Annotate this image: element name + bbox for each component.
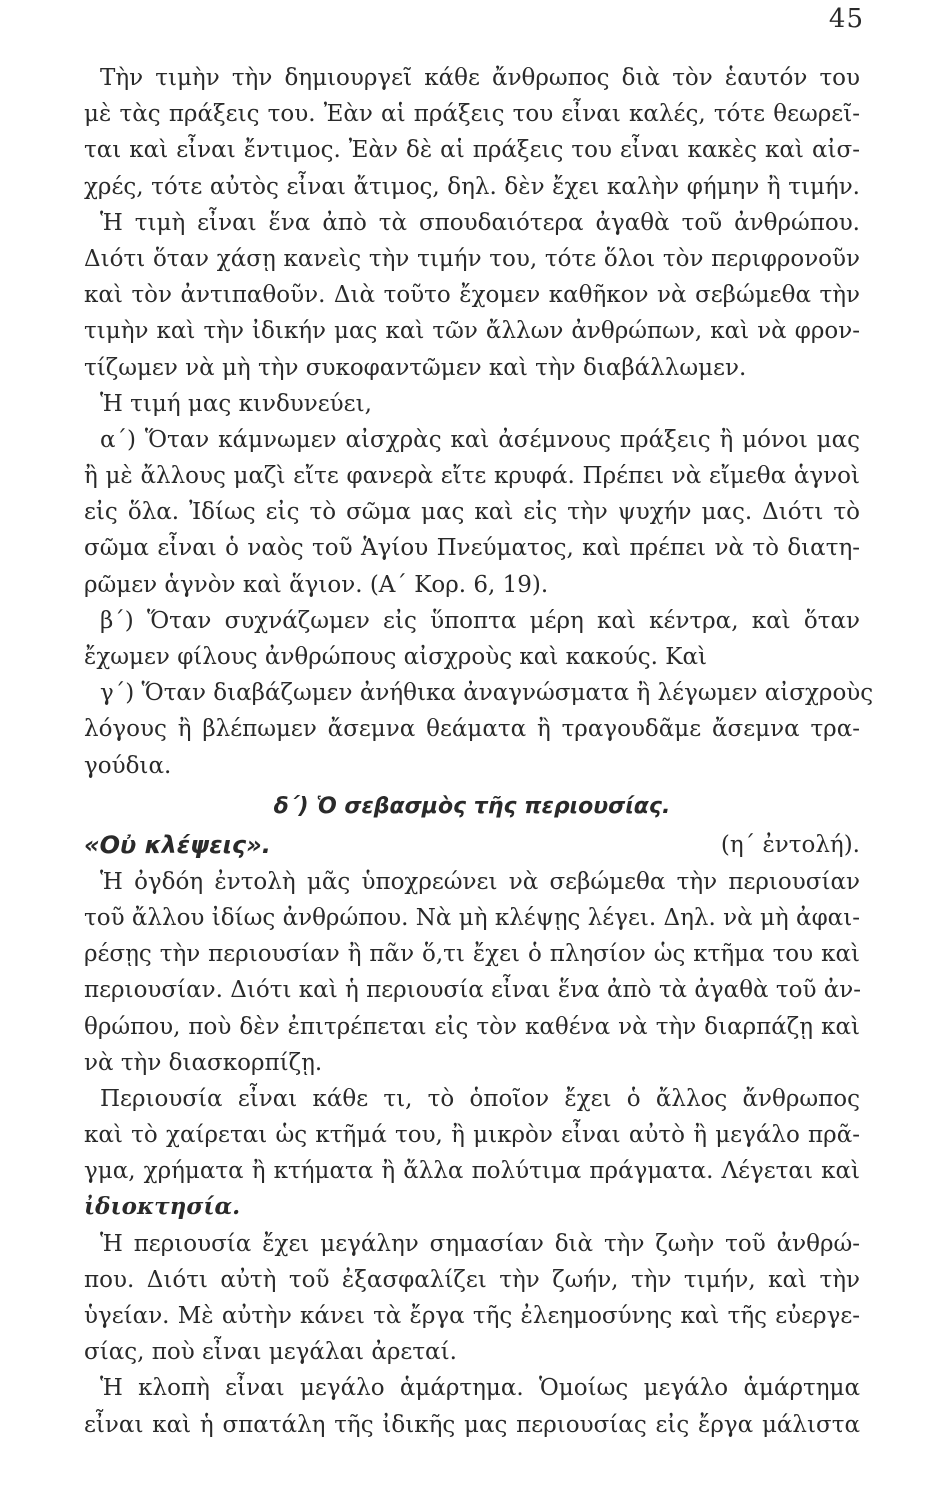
text-line: ἰδιοκτησία.: [84, 1193, 241, 1221]
text-line: χρές, τότε αὐτὸς εἶναι ἄτιμος, δηλ. δὲν ἔχει καλὴν φήμην ἢ τιμήν.: [84, 173, 860, 200]
text-line: ρέσῃς τὴν περιουσίαν ἢ πᾶν ὅ,τι ἔχει ὁ πλησίον ὡς κτῆμα του καὶ: [84, 941, 860, 968]
text-line: τίζωμεν νὰ μὴ τὴν συκοφαντῶμεν καὶ τὴν διαβάλλωμεν.: [84, 354, 747, 381]
list-item-line: λόγους ἢ βλέπωμεν ἄσεμνα θεάματα ἢ τραγουδᾶμε ἄσεμνα τρα-: [84, 716, 860, 743]
text-line: ται καὶ εἶναι ἔντιμος. Ἐὰν δὲ αἱ πράξεις του εἶναι κακὲς καὶ αἰσ-: [84, 137, 860, 164]
list-item-line: ἢ μὲ ἄλλους μαζὶ εἴτε φανερὰ εἴτε κρυφά. Πρέπει νὰ εἴμεθα ἁγνοὶ: [84, 463, 860, 490]
commandment-reference: (η΄ ἐντολή).: [720, 831, 860, 858]
page-number: 45: [828, 4, 864, 34]
text-line: γμα, χρήματα ἢ κτήματα ἢ ἄλλα πολύτιμα πράγματα. Λέγεται καὶ: [84, 1158, 860, 1185]
list-item-line: α΄) Ὅταν κάμνωμεν αἰσχρὰς καὶ ἀσέμνους πράξεις ἢ μόνοι μας: [100, 426, 860, 453]
text-line: καὶ τὸ χαίρεται ὡς κτῆμά του, ἢ μικρὸν εἶναι αὐτὸ ἢ μεγάλο πρᾶ-: [84, 1122, 860, 1149]
list-item-line: γ΄) Ὅταν διαβάζωμεν ἀνήθικα ἀναγνώσματα ἢ λέγωμεν αἰσχροὺς: [100, 680, 874, 707]
text-line: μὲ τὰς πράξεις του. Ἐὰν αἱ πράξεις του εἶναι καλές, τότε θεωρεῖ-: [84, 101, 860, 128]
text-line: καὶ τὸν ἀντιπαθοῦν. Διὰ τοῦτο ἔχομεν καθῆκον νὰ σεβώμεθα τὴν: [84, 282, 860, 309]
text-line: περιουσίαν. Διότι καὶ ἡ περιουσία εἶναι ἕνα ἀπὸ τὰ ἀγαθὰ τοῦ ἀν-: [84, 977, 862, 1004]
list-item-line: σῶμα εἶναι ὁ ναὸς τοῦ Ἁγίου Πνεύματος, καὶ πρέπει νὰ τὸ διατη-: [84, 535, 860, 562]
text-line: Τὴν τιμὴν τὴν δημιουργεῖ κάθε ἄνθρωπος διὰ τὸν ἑαυτόν του: [100, 65, 860, 91]
text-line: τοῦ ἄλλου ἰδίως ἀνθρώπου. Νὰ μὴ κλέψῃς λέγει. Δηλ. νὰ μὴ ἀφαι-: [84, 904, 860, 931]
page-text: [84, 60, 874, 1443]
text-line: Περιουσία εἶναι κάθε τι, τὸ ὁποῖον ἔχει ὁ ἄλλος ἄνθρωπος: [100, 1085, 860, 1112]
text-line: Ἡ περιουσία ἔχει μεγάλην σημασίαν διὰ τὴν ζωὴν τοῦ ἀνθρώ-: [100, 1230, 860, 1257]
text-line: που. Διότι αὐτὴ τοῦ ἐξασφαλίζει τὴν ζωήν, τὴν τιμήν, καὶ τὴν: [84, 1266, 860, 1293]
text-line: Ἡ ὀγδόη ἐντολὴ μᾶς ὑποχρεώνει νὰ σεβώμεθα τὴν περιουσίαν: [100, 868, 860, 895]
list-item-line: ρῶμεν ἁγνὸν καὶ ἅγιον. (Α΄ Κορ. 6, 19).: [84, 571, 549, 598]
text-line: Διότι ὅταν χάσῃ κανεὶς τὴν τιμήν του, τότε ὅλοι τὸν περιφρονοῦν: [84, 245, 860, 272]
list-item-line: γούδια.: [84, 752, 172, 779]
text-line: τιμὴν καὶ τὴν ἰδικήν μας καὶ τῶν ἄλλων ἀνθρώπων, καὶ νὰ φρον-: [84, 318, 860, 345]
text-line: ὑγείαν. Μὲ αὐτὴν κάνει τὰ ἔργα τῆς ἐλεημοσύνης καὶ τῆς εὐεργε-: [84, 1303, 860, 1329]
text-line: εἶναι καὶ ἡ σπατάλη τῆς ἰδικῆς μας περιουσίας εἰς ἔργα μάλιστα: [84, 1411, 860, 1438]
list-item-line: εἰς ὅλα. Ἰδίως εἰς τὸ σῶμα μας καὶ εἰς τὴν ψυχήν μας. Διότι τὸ: [84, 499, 860, 526]
text-line: Ἡ τιμή μας κινδυνεύει,: [100, 390, 372, 417]
list-item-line: ἔχωμεν φίλους ἀνθρώπους αἰσχροὺς καὶ κακούς. Καὶ: [84, 644, 707, 670]
commandment-line: [84, 824, 860, 864]
text-line: Ἡ κλοπὴ εἶναι μεγάλο ἁμάρτημα. Ὁμοίως μεγάλο ἁμάρτημα: [100, 1375, 860, 1402]
text-line: θρώπου, ποὺ δὲν ἐπιτρέπεται εἰς τὸν καθένα νὰ τὴν διαρπάζῃ καὶ: [84, 1013, 860, 1040]
list-item-line: β΄) Ὅταν συχνάζωμεν εἰς ὕποπτα μέρη καὶ κέντρα, καὶ ὅταν: [100, 607, 860, 634]
text-line: σίας, ποὺ εἶναι μεγάλαι ἀρεταί.: [84, 1339, 457, 1366]
text-line: νὰ τὴν διασκορπίζῃ.: [84, 1049, 323, 1076]
commandment-quote: «Οὐ κλέψεις».: [84, 830, 271, 859]
section-heading: δ΄) Ὁ σεβασμὸς τῆς περιουσίας.: [273, 793, 671, 819]
text-line: Ἡ τιμὴ εἶναι ἕνα ἀπὸ τὰ σπουδαιότερα ἀγαθὰ τοῦ ἀνθρώπου.: [100, 209, 860, 236]
